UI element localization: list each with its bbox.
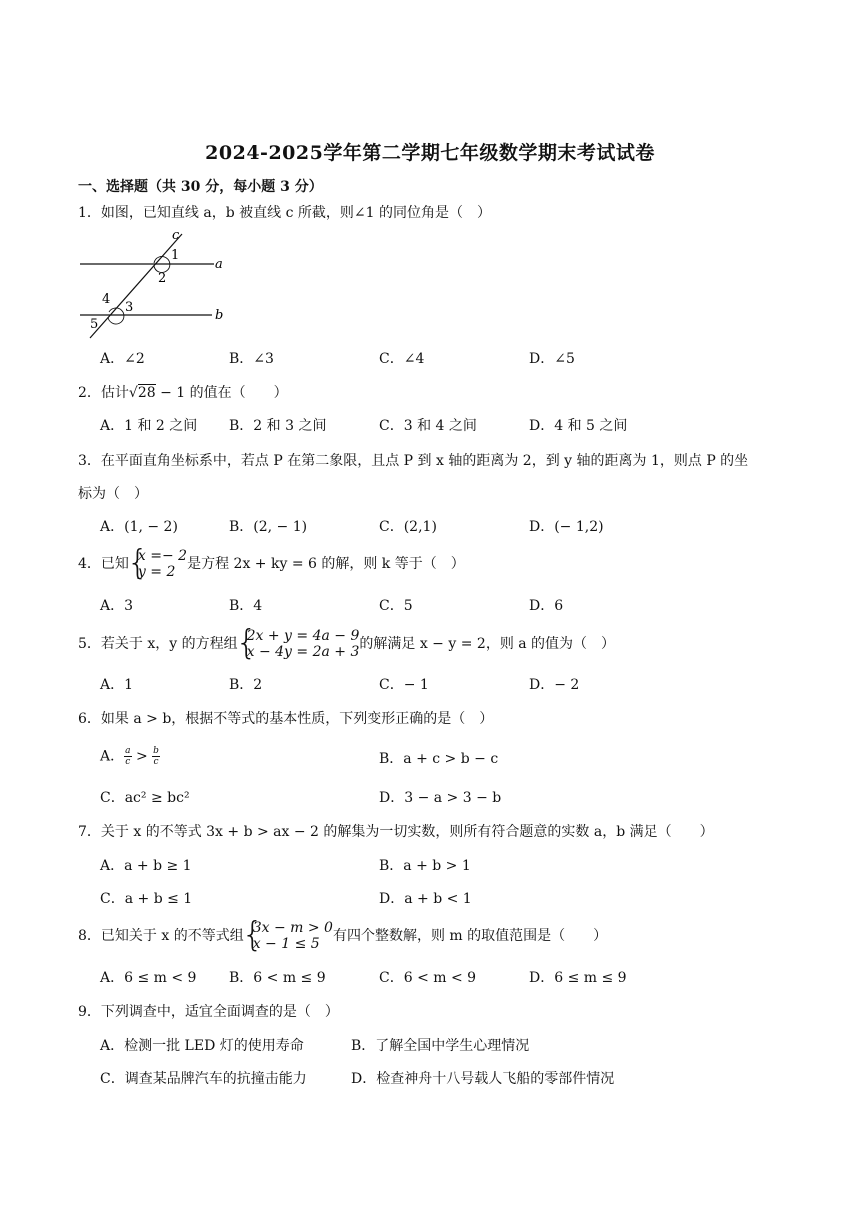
inequality-system: { 3x − m > 0 x − 1 ≤ 5 [244,920,333,952]
question-4-option-c: C．5 [379,598,413,614]
question-3-option-a: A．(1, − 2) [100,519,178,535]
question-9-option-d: D．检查神舟十八号载人飞船的零部件情况 [351,1071,615,1087]
question-1-option-b: B．∠3 [229,351,274,367]
question-4-option-d: D．6 [529,598,564,614]
question-4-option-a: A．3 [100,598,134,614]
question-2-option-c: C．3 和 4 之间 [379,418,477,434]
question-7-option-b: B．a + b > 1 [379,858,471,874]
sqrt-symbol: √ [128,385,138,401]
question-9-option-a: A．检测一批 LED 灯的使用寿命 [100,1038,304,1054]
section-heading: 一、选择题（共 30 分，每小题 3 分） [78,179,323,195]
question-8-option-a: A．6 ≤ m < 9 [100,970,197,986]
figure-label-c: c [172,228,180,243]
question-5-option-b: B．2 [229,677,263,693]
question-6-option-d: D．3 − a > 3 − b [379,790,502,806]
fraction: $\frac{b}{c}$ [153,746,159,767]
equation-system: { 2x + y = 4a − 9 x − 4y = 2a + 3 [238,628,360,660]
fraction: $\frac{a}{c}$ [125,746,131,767]
question-3-stem-line1: 3．在平面直角坐标系中，若点 P 在第二象限，且点 P 到 x 轴的距离为 2，到 y 轴的距离为 1，则点 P 的坐 [78,453,749,469]
question-1-stem: 1．如图，已知直线 a，b 被直线 c 所截，则∠1 的同位角是（ ） [78,205,491,221]
question-1-option-d: D．∠5 [529,351,575,367]
question-9-stem: 9．下列调查中，适宜全面调查的是（ ） [78,1004,339,1020]
question-6-option-c: C．ac² ≥ bc² [100,790,190,806]
figure-label-5: 5 [90,317,99,332]
question-5-option-a: A．1 [100,677,134,693]
question-7-stem: 7．关于 x 的不等式 3x + b > ax − 2 的解集为一切实数，则所有符合题意的实数 a，b 满足（ ） [78,824,714,840]
question-6-option-a: A． $\frac{a}{c}$ > $\frac{b}{c}$ [100,746,159,767]
figure-label-1: 1 [171,248,180,263]
figure-label-b: b [215,308,224,323]
question-5-stem: 5．若关于 x，y 的方程组 { 2x + y = 4a − 9 x − 4y = 2a + 3 的解满足 x − y = 2，则 a 的值为（ ） [78,628,615,660]
equation-system: { x =− 2 y = 2 [129,548,187,580]
question-7-option-a: A．a + b ≥ 1 [100,858,192,874]
page-title: 2024-2025学年第二学期七年级数学期末考试试卷 [205,142,655,164]
question-2-stem: 2．估计√28 − 1 的值在（ ） [78,385,288,401]
question-8-option-c: C．6 < m < 9 [379,970,477,986]
question-8-option-b: B．6 < m ≤ 9 [229,970,326,986]
question-1-figure [74,226,234,342]
question-2-option-d: D．4 和 5 之间 [529,418,628,434]
question-3-option-d: D．(− 1,2) [529,519,604,535]
question-3-option-c: C．(2,1) [379,519,437,535]
question-3-stem-line2: 标为（ ） [78,486,148,502]
question-7-option-d: D．a + b < 1 [379,891,472,907]
question-6-stem: 6．如果 a > b，根据不等式的基本性质，下列变形正确的是（ ） [78,711,494,727]
question-2-option-b: B．2 和 3 之间 [229,418,327,434]
question-9-option-c: C．调查某品牌汽车的抗撞击能力 [100,1071,307,1087]
sqrt-radicand: 28 [137,385,156,401]
figure-label-a: a [215,257,223,272]
question-9-option-b: B．了解全国中学生心理情况 [351,1038,530,1054]
question-8-stem: 8．已知关于 x 的不等式组 { 3x − m > 0 x − 1 ≤ 5 有四个整数解，则 m 的取值范围是（ ） [78,920,607,952]
question-1-option-c: C．∠4 [379,351,425,367]
question-1-option-a: A．∠2 [100,351,145,367]
figure-label-4: 4 [102,292,111,307]
figure-label-2: 2 [158,271,167,286]
question-8-option-d: D．6 ≤ m ≤ 9 [529,970,627,986]
figure-label-3: 3 [125,300,134,315]
question-5-option-d: D．− 2 [529,677,580,693]
question-2-option-a: A．1 和 2 之间 [100,418,198,434]
question-7-option-c: C．a + b ≤ 1 [100,891,193,907]
question-5-option-c: C．− 1 [379,677,429,693]
question-4-option-b: B．4 [229,598,263,614]
question-3-option-b: B．(2, − 1) [229,519,308,535]
question-6-option-b: B．a + c > b − c [379,751,499,767]
question-4-stem: 4．已知 { x =− 2 y = 2 是方程 2x + ky = 6 的解，则 k 等于（ ） [78,548,465,580]
